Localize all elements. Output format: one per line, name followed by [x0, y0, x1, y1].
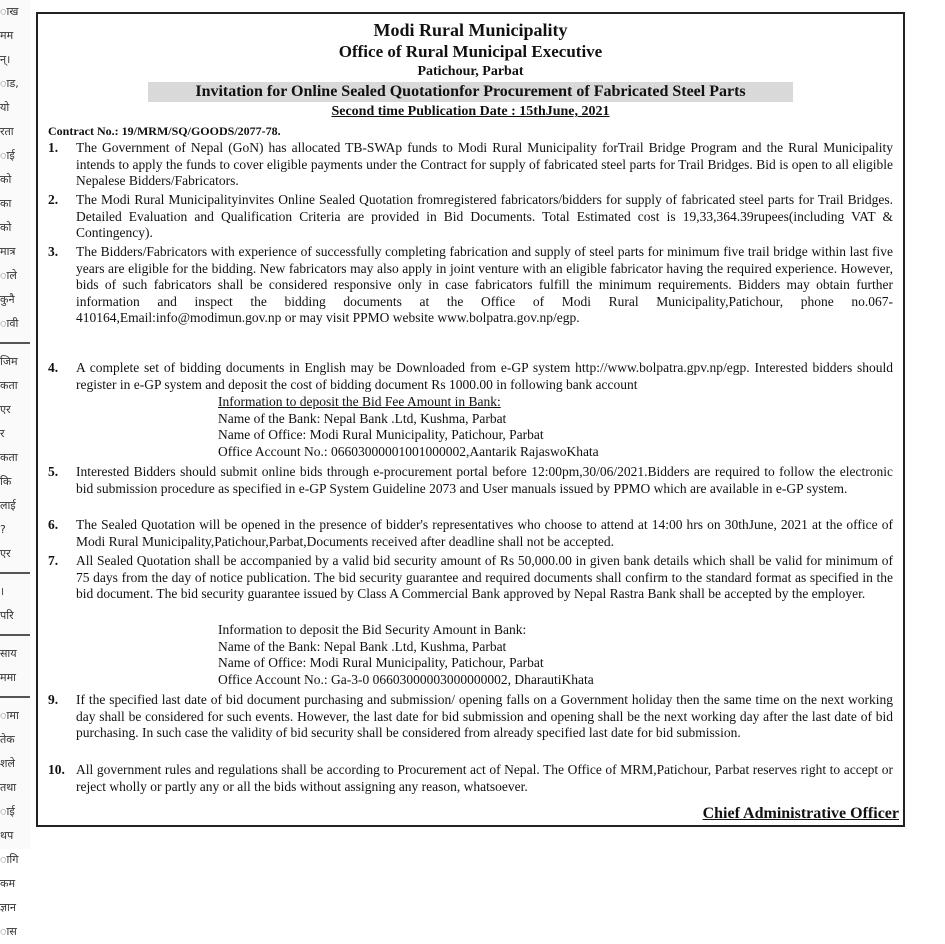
account-number: Office Account No.: Ga-3-0 06603000003000000002, DharautiKhata	[218, 671, 594, 687]
strip-fragment	[0, 696, 30, 698]
strip-fragment: मात्र	[0, 245, 16, 258]
paragraph-1	[48, 140, 893, 190]
bank-info-heading: Information to deposit the Bid Security Amount in Bank:	[218, 622, 527, 637]
strip-fragment: ाख	[0, 5, 19, 18]
paragraph-number: 1.	[48, 140, 59, 155]
strip-fragment: कम	[0, 877, 16, 890]
paragraph-text: All government rules and regulations shall be according to Procurement act of Nepal. The Office of MRM,Patichour, Parbat reserves right to accept or reject wholly or partly any or all the bids without assigning any reason, whatsoever.	[76, 762, 893, 794]
strip-fragment: जिम	[0, 355, 18, 368]
paragraph-text: The Sealed Quotation will be opened in the presence of bidder's representatives who choose to attend at 14:00 hrs on 30thJune, 2021 at the office of Modi Rural Municipality,Patichour,Parbat,Documents received after deadline shall not be accepted.	[76, 517, 893, 549]
strip-fragment: ।	[0, 585, 5, 598]
bid-security-bank-info	[218, 622, 594, 688]
paragraph-number: 2.	[48, 192, 59, 207]
paragraph-text: Interested Bidders should submit online bids through e-procurement portal before 12:00pm,30/06/2021.Bidders are required to follow the electronic bid submission procedure as specified in e-GP System Guideline 2073 and User manuals issued by PPMO which are available in e-GP system.	[76, 464, 893, 496]
strip-fragment: कता	[0, 451, 18, 464]
strip-fragment: ममा	[0, 671, 17, 684]
strip-fragment: मम	[0, 29, 14, 42]
strip-fragment: ावी	[0, 317, 19, 330]
strip-fragment: एर	[0, 403, 11, 416]
paragraph-text: A complete set of bidding documents in English may be Downloaded from e-GP system http://www.bolpatra.gpv.np/egp. Interested bidders should register in e-GP system and deposit the cost of bidding document Rs 1000.00 in following bank account	[76, 360, 893, 392]
strip-fragment	[0, 634, 30, 636]
signature-title: Chief Administrative Officer	[702, 805, 899, 822]
strip-fragment: न्।	[0, 53, 11, 66]
account-number: Office Account No.: 06603000001001000002,Aantarik RajaswoKhata	[218, 443, 599, 459]
paragraph-text: All Sealed Quotation shall be accompanied by a valid bid security amount of Rs 50,000.00 in given bank details which shall be valid for minimum of 75 days from the day of notice publication. The bid security guarantee and required documents shall confirm to the standard format as specified in the bid document. The bid security guarantee issued by Class A Commercial Bank approved by Nepal Rastra Bank shall be accepted by the employer.	[76, 553, 893, 601]
strip-fragment: तेक	[0, 733, 15, 746]
strip-fragment: कि	[0, 475, 12, 488]
strip-fragment: ाई	[0, 805, 15, 818]
office-name-line: Name of Office: Modi Rural Municipality, Patichour, Parbat	[218, 427, 544, 442]
strip-fragment: साय	[0, 647, 17, 660]
paragraph-text: If the specified last date of bid document purchasing and submission/ opening falls on a Government holiday then the same time on the next working day shall be considered for such events. However, the last date for bid submission and opening shall be the next working day after the last date of bid purchasing. In such case the validity of bid security shall be considered from already specified last date for bid submission.	[76, 692, 893, 740]
notice-box	[36, 12, 905, 827]
paragraph-text: The Government of Nepal (GoN) has allocated TB-SWAp funds to Modi Rural Municipality forTrail Bridge Program and the Rural Municipality intends to apply the funds to cover eligible payments under the Contract for supply of fabricated steel parts for Trail Bridges. Bid is open to all eligible Nepalese Bidders/Fabricators.	[76, 140, 893, 188]
strip-fragment: कता	[0, 379, 18, 392]
left-margin-strip	[0, 0, 30, 938]
strip-fragment: थप	[0, 829, 14, 842]
strip-fragment	[0, 342, 30, 344]
strip-fragment: परि	[0, 609, 14, 622]
bank-name: Name of the Bank: Nepal Bank .Ltd, Kushma, Parbat	[218, 638, 507, 654]
strip-fragment: ाई	[0, 149, 15, 162]
municipality-name: Modi Rural Municipality	[373, 20, 568, 40]
publication-date: Second time Publication Date : 15thJune, 2021	[331, 104, 610, 119]
paragraph-5	[48, 464, 893, 497]
strip-fragment: लाई	[0, 499, 16, 512]
strip-fragment: शले	[0, 757, 15, 770]
paragraph-number: 10.	[48, 762, 65, 777]
paragraph-number: 3.	[48, 244, 59, 259]
strip-fragment: र	[0, 427, 5, 440]
strip-fragment: ास	[0, 925, 17, 938]
strip-fragment: को	[0, 173, 12, 186]
office-name-line: Name of Office: Modi Rural Municipality, Patichour, Parbat	[218, 655, 544, 670]
strip-fragment: रता	[0, 125, 14, 138]
notice-title: Invitation for Online Sealed Quotationfor Procurement of Fabricated Steel Parts	[148, 82, 793, 102]
paragraph-6	[48, 517, 893, 550]
paragraph-2	[48, 192, 893, 242]
strip-fragment: ाले	[0, 269, 17, 282]
paragraph-number: 6.	[48, 517, 59, 532]
strip-fragment: ?	[0, 523, 6, 536]
office-name: Office of Rural Municipal Executive	[338, 42, 603, 61]
paragraph-text: The Bidders/Fabricators with experience of successfully completing fabrication and supply of steel parts for minimum five trail bridge within last five years are eligible for the bidding. New fabricators may also apply in joint venture with an eligible fabricator having the required experience. However, bids of such fabricators shall be considered responsive only in case fabricators fulfill the minimum requirements. Bidders may obtain further information and inspect the bidding documents at the Office of Modi Rural Municipality,Patichour, phone no.067-410164,Email:info@modimun.gov.np or may visit PPMO website www.bolpatra.gov.np/egp.	[76, 244, 893, 325]
strip-fragment: को	[0, 221, 12, 234]
strip-fragment: ाड,	[0, 77, 19, 90]
paragraph-text: The Modi Rural Municipalityinvites Online Sealed Quotation fromregistered fabricators/bidders for supply of fabricated steel parts for Trail Bridges. Detailed Evaluation and Qualification Criteria are provided in Bid Documents. Total Estimated cost is 19,33,364.39rupees(including VAT & Contingency).	[76, 192, 893, 240]
strip-fragment: ज्ञान	[0, 901, 17, 914]
paragraph-number: 5.	[48, 464, 59, 479]
strip-fragment: यो	[0, 101, 10, 114]
strip-fragment: ागि	[0, 853, 19, 866]
bid-fee-bank-info	[218, 394, 599, 460]
bank-name: Name of the Bank: Nepal Bank .Ltd, Kushma, Parbat	[218, 410, 507, 426]
strip-fragment	[0, 572, 30, 574]
paragraph-3	[48, 244, 893, 327]
strip-fragment: तथा	[0, 781, 17, 794]
paragraph-number: 4.	[48, 360, 59, 375]
contract-number: Contract No.: 19/MRM/SQ/GOODS/2077-78.	[48, 124, 281, 138]
paragraph-number: 7.	[48, 553, 59, 568]
strip-fragment: कुनै	[0, 293, 15, 306]
strip-fragment: का	[0, 197, 12, 210]
paragraph-9	[48, 692, 893, 742]
strip-fragment: ामा	[0, 709, 19, 722]
bank-info-heading: Information to deposit the Bid Fee Amount in Bank:	[218, 394, 501, 409]
paragraph-4	[48, 360, 893, 393]
paragraph-7	[48, 553, 893, 603]
office-location: Patichour, Parbat	[417, 64, 524, 79]
paragraph-10	[48, 762, 893, 795]
strip-fragment: एर	[0, 547, 11, 560]
paragraph-number: 9.	[48, 692, 59, 707]
